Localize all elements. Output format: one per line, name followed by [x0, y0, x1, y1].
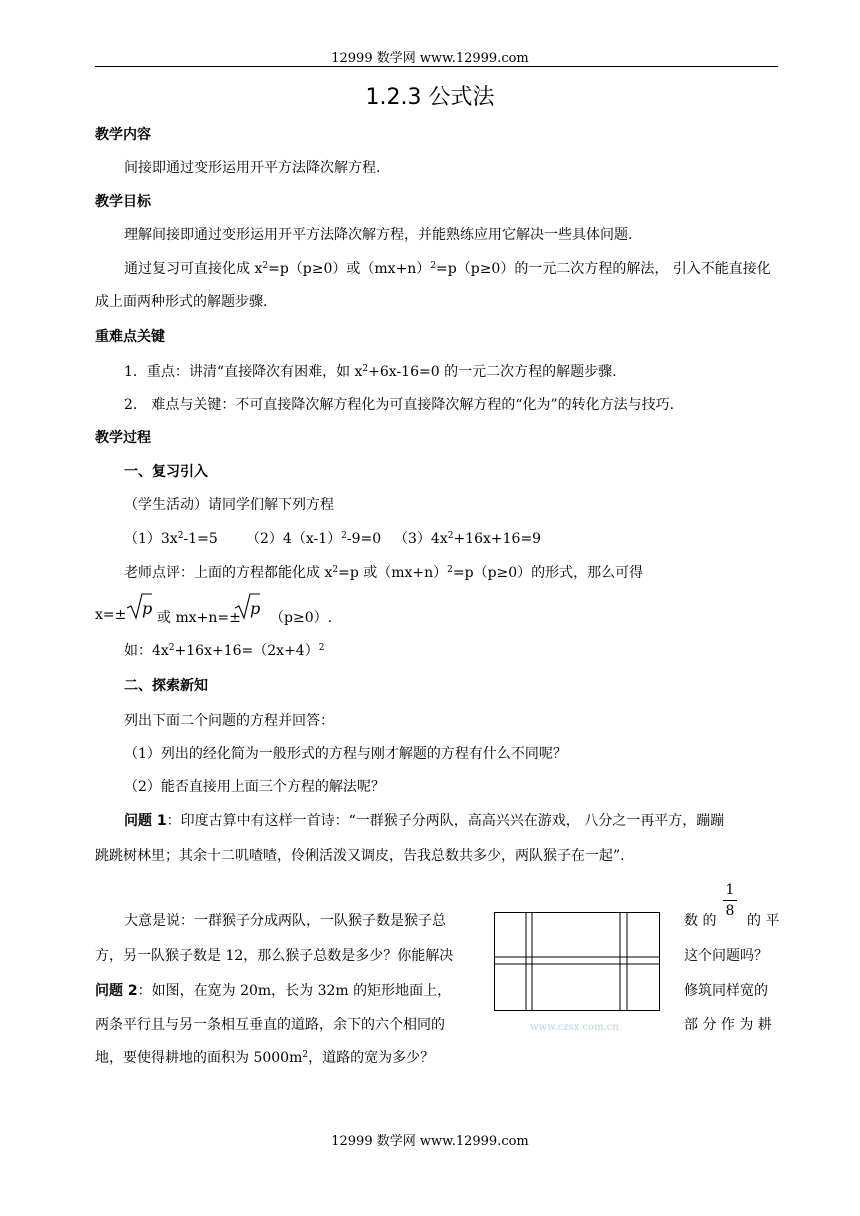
meaning-right-1b: 的 平: [747, 913, 780, 929]
section-heading-goal: 教学目标: [95, 194, 151, 210]
equation-1: $(1)3x^2-1=5$: [124, 531, 218, 547]
section-heading-content: 教学内容: [95, 127, 151, 143]
explore-intro: 列出下面二个问题的方程并回答：: [124, 713, 334, 729]
example: 如：$4x^2+16x+16=(2x+4)^2$: [124, 643, 325, 659]
explore-question-1: （1）列出的经化简为一般形式的方程与刚才解题的方程有什么不同呢？: [124, 746, 567, 762]
goal-paragraph-2-line2: 成上面两种形式的解题步骤.: [95, 294, 268, 310]
content-text: 间接即通过变形运用开平方法降次解方程.: [124, 160, 381, 176]
problem-1-line-2: 跳跳树林里；其余十二叽喳喳，伶俐活泼又调皮，告我总数共多少，两队猴子在一起”.: [95, 848, 625, 864]
result-mx: 或 mx+n=±: [157, 610, 241, 626]
fraction-denominator: 8: [725, 903, 735, 919]
equation-3: $(3)4x^2+16x+16=9$: [394, 531, 542, 547]
road-figure: [494, 912, 660, 1036]
meaning-line-2: 方，另一队猴子数是 12，那么猴子总数是多少？你能解决: [95, 948, 454, 964]
result-condition: （p≥0）.: [270, 610, 333, 626]
teacher-comment: 老师点评：上面的方程都能化成 $x^2=p$ 或$(mx+n)^2=p(p\ge 0)$的形式，那么可得: [124, 565, 644, 581]
goal-paragraph-2: 通过复习可直接化成 $x^2=p(p\ge 0)$或$(mx+n)^2=p(p\ge 0)$的一元二次方程的解法， 引入不能直接化: [124, 261, 771, 277]
problem-2-line-1: 问题 2：如图，在宽为 20m，长为 32m 的矩形地面上，: [95, 983, 452, 999]
goal-paragraph-1: 理解间接即通过变形运用开平方法降次解方程，并能熟练应用它解决一些具体问题.: [124, 227, 633, 243]
meaning-line-1: 大意是说：一群猴子分成两队，一队猴子数是猴子总: [124, 913, 446, 929]
sqrt-var-2: p: [250, 599, 260, 618]
fraction-one-eighth: [723, 882, 737, 919]
problem-2-right-1: 修筑同样宽的: [684, 983, 768, 999]
result-x: x=±: [95, 607, 127, 623]
sqrt-symbol-1: [126, 592, 152, 620]
problem-2-line-2: 两条平行且与另一条相互垂直的道路，余下的六个相同的: [95, 1017, 445, 1033]
equation-2: $(2)4(x-1)^2-9=0$: [246, 531, 382, 547]
problem-1-label: 问题 1: [124, 813, 167, 829]
page-footer: 12999 数学网 www.12999.com: [331, 1134, 529, 1149]
page-header: 12999 数学网 www.12999.com: [331, 51, 529, 66]
problem-1: 问题 1：印度古算中有这样一首诗：“一群猴子分两队，高高兴兴在游戏， 八分之一再平方，蹦蹦: [124, 813, 725, 829]
sqrt-var-1: p: [142, 599, 152, 618]
subheading-explore: 二、探索新知: [124, 678, 208, 694]
figure-watermark: www.czsx.com.cn: [530, 1022, 619, 1033]
section-heading-key: 重难点关键: [95, 329, 165, 345]
sqrt-symbol-2: [234, 592, 260, 620]
problem-2-right-2: 部 分 作 为 耕: [684, 1017, 772, 1033]
review-intro: （学生活动）请同学们解下列方程: [124, 497, 334, 513]
fraction-numerator: 1: [725, 882, 735, 898]
field-rectangle: [495, 913, 660, 1011]
problem-2-line-3: 地，要使得耕地的面积为 $5000m^2$，道路的宽为多少？: [95, 1050, 435, 1066]
header-rule: [95, 66, 778, 67]
key-point-1: 1．重点：讲清“直接降次有困难，如 $x^2+6x-16=0$ 的一元二次方程的解题步骤.: [124, 364, 617, 380]
meaning-right-1a: 数 的: [684, 913, 717, 929]
key-point-2: 2． 难点与关键：不可直接降次解方程化为可直接降次解方程的“化为”的转化方法与技巧.: [124, 397, 675, 413]
problem-2-label: 问题 2: [95, 983, 138, 999]
subheading-review: 一、复习引入: [124, 464, 208, 480]
section-heading-process: 教学过程: [95, 430, 151, 446]
meaning-right-2: 这个问题吗？: [684, 948, 768, 964]
page-title: 1.2.3 公式法: [365, 85, 495, 110]
explore-question-2: （2）能否直接用上面三个方程的解法呢？: [124, 779, 385, 795]
